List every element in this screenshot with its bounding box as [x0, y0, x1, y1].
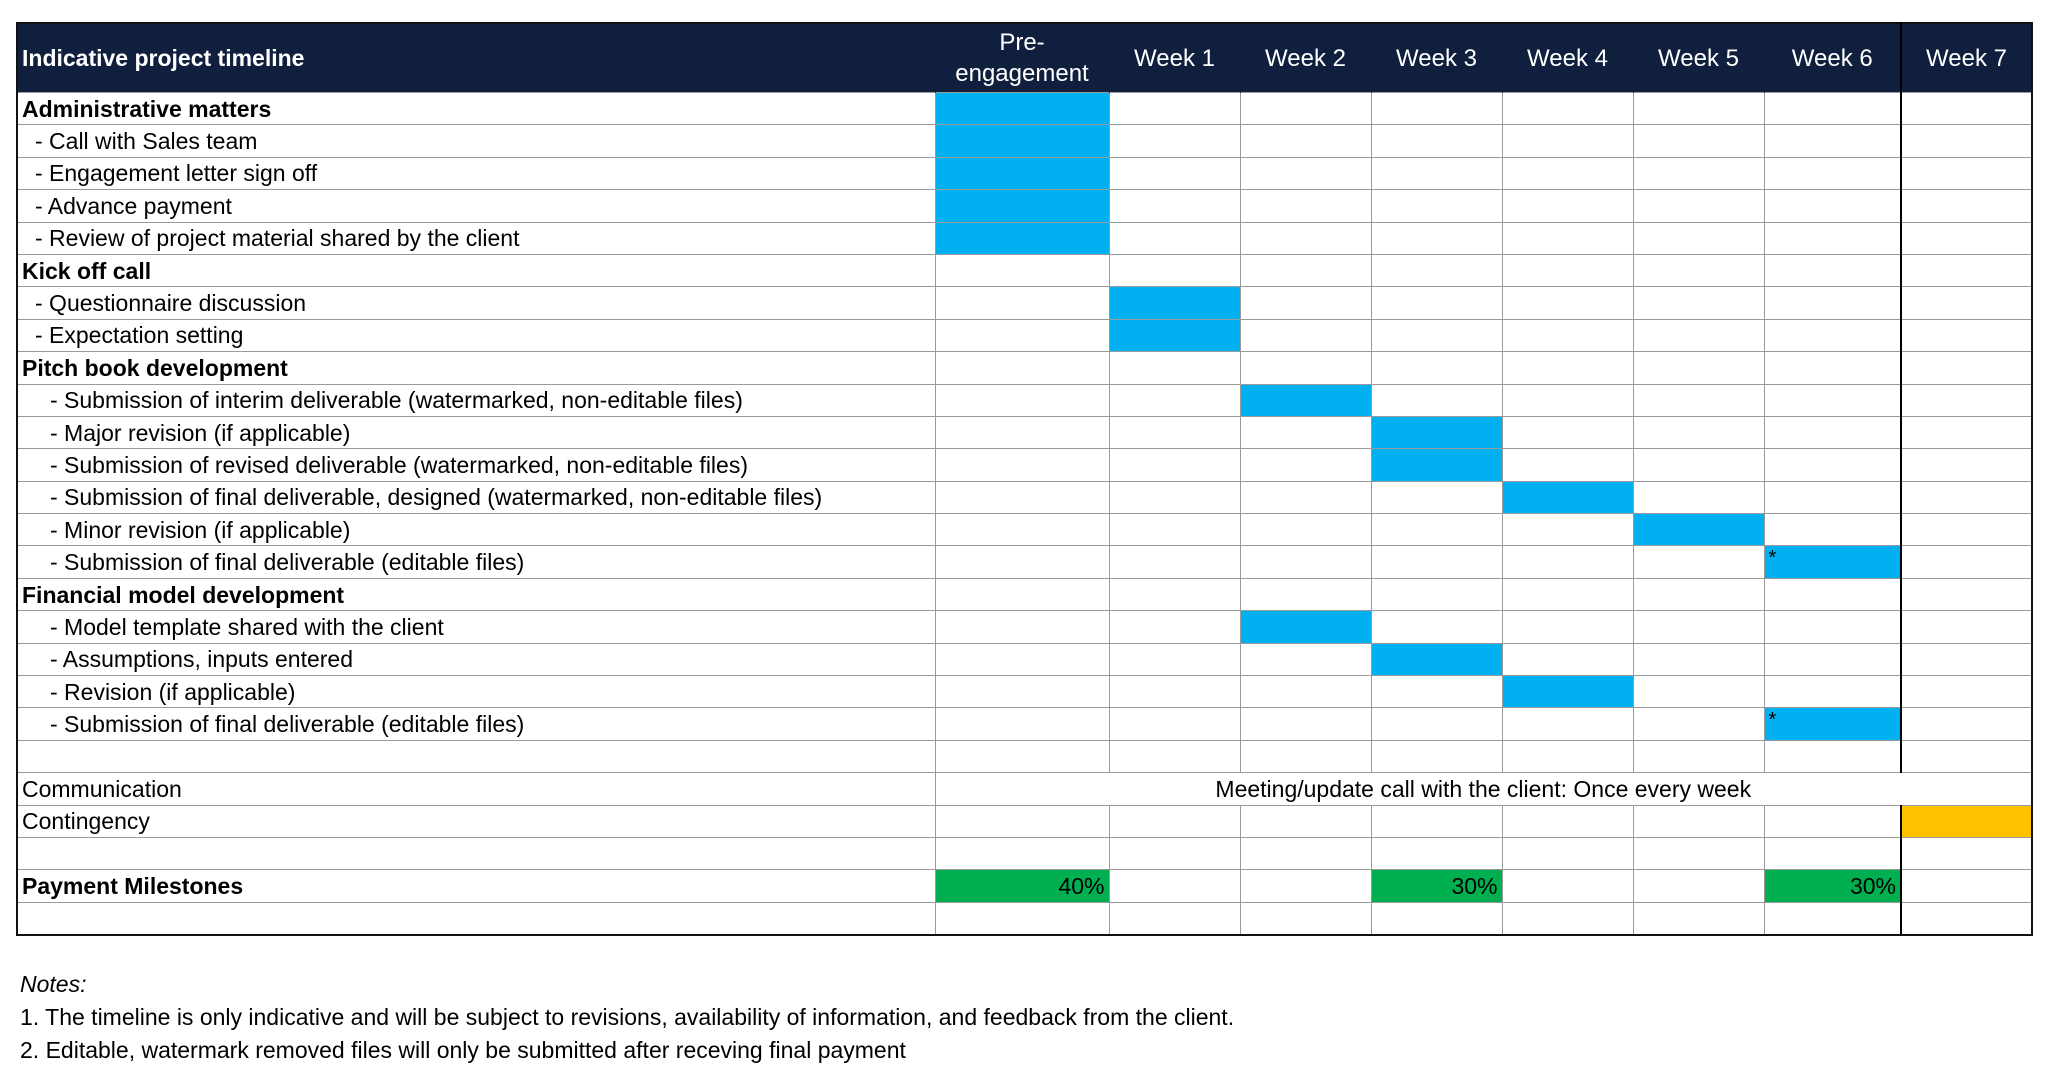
timeline-cell — [1371, 222, 1502, 254]
timeline-bar — [1371, 449, 1502, 481]
timeline-bar — [935, 222, 1109, 254]
timeline-cell — [1633, 805, 1764, 837]
row-label — [17, 837, 935, 869]
timeline-cell — [935, 740, 1109, 772]
timeline-cell — [935, 546, 1109, 578]
row-label: Financial model development — [17, 578, 935, 610]
timeline-row — [17, 611, 2032, 643]
timeline-row — [17, 190, 2032, 222]
row-label: - Expectation setting — [17, 319, 935, 351]
timeline-cell — [1764, 352, 1901, 384]
timeline-cell — [1764, 481, 1901, 513]
communication-note: Meeting/update call with the client: Once every week — [935, 773, 2032, 805]
timeline-cell — [1633, 254, 1764, 286]
timeline-cell — [1901, 254, 2032, 286]
row-label: - Submission of final deliverable (editable files) — [17, 546, 935, 578]
timeline-cell — [1633, 384, 1764, 416]
row-label: Payment Milestones — [17, 870, 935, 902]
timeline-row — [17, 319, 2032, 351]
timeline-cell — [1901, 416, 2032, 448]
note-2: 2. Editable, watermark removed files will only be submitted after receving final payment — [20, 1037, 906, 1063]
timeline-cell — [1109, 514, 1240, 546]
timeline-cell — [1240, 546, 1371, 578]
timeline-cell — [1109, 708, 1240, 740]
timeline-row — [17, 546, 2032, 578]
timeline-cell — [1764, 157, 1901, 189]
timeline-row — [17, 773, 2032, 805]
row-label: Kick off call — [17, 254, 935, 286]
timeline-cell — [1633, 190, 1764, 222]
timeline-cell — [1371, 287, 1502, 319]
timeline-bar — [1109, 287, 1240, 319]
timeline-cell — [1502, 416, 1633, 448]
row-label: Communication — [17, 773, 935, 805]
timeline-cell — [1901, 546, 2032, 578]
timeline-cell — [1633, 676, 1764, 708]
timeline-cell — [1633, 319, 1764, 351]
row-label: - Submission of revised deliverable (watermarked, non-editable files) — [17, 449, 935, 481]
timeline-body — [17, 93, 2032, 936]
row-label: - Major revision (if applicable) — [17, 416, 935, 448]
timeline-cell — [1371, 481, 1502, 513]
row-label: Administrative matters — [17, 93, 935, 125]
timeline-cell — [1240, 870, 1371, 902]
timeline-cell — [1502, 449, 1633, 481]
timeline-cell — [1240, 93, 1371, 125]
timeline-cell — [1901, 578, 2032, 610]
timeline-cell — [1901, 352, 2032, 384]
timeline-cell — [1764, 449, 1901, 481]
timeline-cell — [1764, 222, 1901, 254]
timeline-cell — [1109, 643, 1240, 675]
timeline-cell — [1764, 837, 1901, 869]
timeline-cell — [1502, 546, 1633, 578]
timeline-row — [17, 157, 2032, 189]
timeline-cell — [1240, 287, 1371, 319]
timeline-row — [17, 384, 2032, 416]
timeline-cell — [1764, 287, 1901, 319]
header-row — [17, 23, 2032, 93]
timeline-row — [17, 514, 2032, 546]
row-label: - Submission of final deliverable (editable files) — [17, 708, 935, 740]
timeline-cell — [1633, 740, 1764, 772]
timeline-cell — [1633, 449, 1764, 481]
asterisk-marker: * — [1768, 709, 1777, 732]
timeline-cell — [1502, 190, 1633, 222]
row-label: Contingency — [17, 805, 935, 837]
timeline-cell — [1901, 384, 2032, 416]
timeline-cell — [1901, 157, 2032, 189]
timeline-cell — [1901, 449, 2032, 481]
timeline-cell — [935, 384, 1109, 416]
timeline-cell — [1633, 870, 1764, 902]
timeline-cell — [935, 902, 1109, 935]
timeline-cell — [1633, 93, 1764, 125]
timeline-cell — [1240, 481, 1371, 513]
timeline-cell — [1764, 578, 1901, 610]
timeline-bar — [1371, 643, 1502, 675]
timeline-cell — [935, 416, 1109, 448]
timeline-cell — [935, 708, 1109, 740]
timeline-cell — [1633, 902, 1764, 935]
timeline-cell — [935, 481, 1109, 513]
row-label — [17, 902, 935, 935]
timeline-bar — [1764, 708, 1901, 740]
row-label: - Assumptions, inputs entered — [17, 643, 935, 675]
timeline-cell — [1502, 352, 1633, 384]
timeline-bar — [1502, 676, 1633, 708]
timeline-cell — [1240, 222, 1371, 254]
timeline-row — [17, 708, 2032, 740]
timeline-cell — [1240, 416, 1371, 448]
row-label: - Engagement letter sign off — [17, 157, 935, 189]
timeline-cell — [1633, 643, 1764, 675]
timeline-cell — [1371, 740, 1502, 772]
timeline-cell — [1633, 287, 1764, 319]
timeline-cell — [1764, 611, 1901, 643]
timeline-bar — [1764, 546, 1901, 578]
timeline-cell — [1371, 546, 1502, 578]
timeline-cell — [1901, 870, 2032, 902]
payment-milestone: 30% — [1371, 870, 1502, 902]
timeline-cell — [1502, 514, 1633, 546]
timeline-cell — [1502, 870, 1633, 902]
timeline-sheet — [16, 22, 2031, 936]
timeline-cell — [1502, 254, 1633, 286]
timeline-cell — [1502, 125, 1633, 157]
timeline-cell — [935, 611, 1109, 643]
timeline-row — [17, 287, 2032, 319]
timeline-cell — [1764, 384, 1901, 416]
timeline-cell — [1502, 93, 1633, 125]
timeline-cell — [935, 805, 1109, 837]
timeline-cell — [1240, 157, 1371, 189]
timeline-cell — [1240, 643, 1371, 675]
timeline-cell — [1901, 287, 2032, 319]
timeline-cell — [1240, 125, 1371, 157]
timeline-cell — [1633, 416, 1764, 448]
timeline-bar — [1371, 416, 1502, 448]
row-label: - Submission of final deliverable, designed (watermarked, non-editable files) — [17, 481, 935, 513]
timeline-cell — [1109, 837, 1240, 869]
timeline-cell — [1502, 643, 1633, 675]
timeline-cell — [1371, 384, 1502, 416]
timeline-bar — [935, 93, 1109, 125]
notes — [20, 968, 1234, 1067]
timeline-cell — [1502, 222, 1633, 254]
col-header-week-7: Week 7 — [1901, 23, 2032, 93]
timeline-cell — [1633, 611, 1764, 643]
payment-milestone: 30% — [1764, 870, 1901, 902]
timeline-cell — [1901, 740, 2032, 772]
timeline-cell — [1901, 222, 2032, 254]
timeline-cell — [935, 254, 1109, 286]
timeline-cell — [1764, 676, 1901, 708]
timeline-cell — [1901, 902, 2032, 935]
timeline-cell — [1240, 740, 1371, 772]
timeline-cell — [1371, 578, 1502, 610]
timeline-cell — [1371, 805, 1502, 837]
note-1: 1. The timeline is only indicative and will be subject to revisions, availability of information, and feedback from the client. — [20, 1004, 1235, 1030]
timeline-cell — [1371, 319, 1502, 351]
timeline-cell — [1502, 578, 1633, 610]
timeline-cell — [1109, 222, 1240, 254]
timeline-cell — [1109, 740, 1240, 772]
timeline-cell — [935, 352, 1109, 384]
timeline-cell — [1109, 449, 1240, 481]
timeline-cell — [1502, 708, 1633, 740]
timeline-cell — [1633, 546, 1764, 578]
timeline-cell — [1502, 287, 1633, 319]
col-header-week-5: Week 5 — [1633, 23, 1764, 93]
timeline-cell — [1502, 837, 1633, 869]
timeline-cell — [1901, 676, 2032, 708]
timeline-cell — [1109, 93, 1240, 125]
timeline-row — [17, 676, 2032, 708]
timeline-cell — [935, 643, 1109, 675]
timeline-cell — [1901, 125, 2032, 157]
timeline-bar — [935, 157, 1109, 189]
timeline-cell — [1901, 611, 2032, 643]
timeline-cell — [1764, 254, 1901, 286]
col-header-week-2: Week 2 — [1240, 23, 1371, 93]
timeline-cell — [1109, 546, 1240, 578]
timeline-cell — [1371, 902, 1502, 935]
timeline-cell — [1371, 837, 1502, 869]
timeline-cell — [1633, 708, 1764, 740]
timeline-cell — [1764, 643, 1901, 675]
timeline-cell — [1109, 676, 1240, 708]
timeline-cell — [1633, 352, 1764, 384]
timeline-cell — [1764, 416, 1901, 448]
timeline-table — [16, 22, 2033, 936]
timeline-bar — [1109, 319, 1240, 351]
row-label: - Submission of interim deliverable (watermarked, non-editable files) — [17, 384, 935, 416]
timeline-row — [17, 254, 2032, 286]
timeline-cell — [1502, 611, 1633, 643]
timeline-cell — [1633, 222, 1764, 254]
timeline-cell — [1901, 643, 2032, 675]
timeline-cell — [1109, 902, 1240, 935]
timeline-cell — [1109, 481, 1240, 513]
timeline-row — [17, 578, 2032, 610]
timeline-row — [17, 481, 2032, 513]
timeline-cell — [935, 578, 1109, 610]
timeline-cell — [1901, 708, 2032, 740]
timeline-cell — [1764, 125, 1901, 157]
timeline-cell — [1240, 190, 1371, 222]
timeline-row — [17, 740, 2032, 772]
timeline-cell — [1502, 805, 1633, 837]
timeline-bar — [935, 125, 1109, 157]
timeline-cell — [1240, 449, 1371, 481]
row-label — [17, 740, 935, 772]
timeline-cell — [935, 287, 1109, 319]
timeline-cell — [1240, 676, 1371, 708]
timeline-cell — [1371, 93, 1502, 125]
timeline-cell — [1240, 319, 1371, 351]
timeline-cell — [1240, 837, 1371, 869]
timeline-cell — [1371, 190, 1502, 222]
timeline-cell — [1240, 708, 1371, 740]
timeline-cell — [1109, 416, 1240, 448]
timeline-cell — [1901, 190, 2032, 222]
timeline-row — [17, 870, 2032, 902]
col-header-week-6: Week 6 — [1764, 23, 1901, 93]
contingency-bar — [1901, 805, 2032, 837]
timeline-row — [17, 805, 2032, 837]
timeline-cell — [1901, 837, 2032, 869]
timeline-row — [17, 222, 2032, 254]
col-header-week-3: Week 3 — [1371, 23, 1502, 93]
timeline-cell — [1764, 902, 1901, 935]
timeline-cell — [1109, 352, 1240, 384]
col-header-pre-engagement: Pre- engagement — [935, 23, 1109, 93]
timeline-row — [17, 902, 2032, 935]
notes-heading: Notes: — [20, 971, 87, 997]
row-label: - Advance payment — [17, 190, 935, 222]
timeline-cell — [1764, 319, 1901, 351]
timeline-row — [17, 352, 2032, 384]
timeline-cell — [1764, 190, 1901, 222]
timeline-cell — [1240, 514, 1371, 546]
timeline-cell — [935, 837, 1109, 869]
timeline-cell — [1633, 157, 1764, 189]
timeline-cell — [1109, 384, 1240, 416]
timeline-cell — [1901, 93, 2032, 125]
timeline-cell — [1371, 514, 1502, 546]
row-label: - Model template shared with the client — [17, 611, 935, 643]
timeline-cell — [1633, 481, 1764, 513]
col-header-week-4: Week 4 — [1502, 23, 1633, 93]
col-header-week-1: Week 1 — [1109, 23, 1240, 93]
timeline-cell — [1109, 190, 1240, 222]
timeline-row — [17, 837, 2032, 869]
timeline-cell — [935, 676, 1109, 708]
timeline-cell — [1240, 902, 1371, 935]
payment-milestone: 40% — [935, 870, 1109, 902]
timeline-cell — [1371, 676, 1502, 708]
timeline-cell — [1371, 254, 1502, 286]
timeline-cell — [1502, 902, 1633, 935]
row-label: - Minor revision (if applicable) — [17, 514, 935, 546]
row-label: - Review of project material shared by the client — [17, 222, 935, 254]
timeline-cell — [935, 319, 1109, 351]
timeline-cell — [1764, 93, 1901, 125]
row-label: - Questionnaire discussion — [17, 287, 935, 319]
timeline-cell — [1109, 870, 1240, 902]
timeline-cell — [1371, 611, 1502, 643]
timeline-cell — [1633, 125, 1764, 157]
timeline-cell — [1502, 384, 1633, 416]
timeline-cell — [1901, 514, 2032, 546]
timeline-cell — [1240, 578, 1371, 610]
row-label: Pitch book development — [17, 352, 935, 384]
timeline-cell — [1633, 837, 1764, 869]
timeline-cell — [1764, 805, 1901, 837]
timeline-cell — [1502, 740, 1633, 772]
timeline-bar — [1240, 384, 1371, 416]
timeline-cell — [1371, 708, 1502, 740]
timeline-cell — [935, 449, 1109, 481]
timeline-bar — [1633, 514, 1764, 546]
timeline-cell — [935, 514, 1109, 546]
timeline-cell — [1109, 611, 1240, 643]
timeline-cell — [1371, 125, 1502, 157]
timeline-cell — [1109, 578, 1240, 610]
timeline-cell — [1109, 805, 1240, 837]
timeline-cell — [1901, 481, 2032, 513]
timeline-bar — [1502, 481, 1633, 513]
timeline-cell — [1764, 740, 1901, 772]
asterisk-marker: * — [1768, 547, 1777, 570]
timeline-cell — [1371, 352, 1502, 384]
timeline-row — [17, 449, 2032, 481]
timeline-cell — [1764, 514, 1901, 546]
timeline-bar — [1240, 611, 1371, 643]
timeline-cell — [1109, 157, 1240, 189]
timeline-cell — [1633, 578, 1764, 610]
timeline-cell — [1502, 319, 1633, 351]
timeline-cell — [1240, 352, 1371, 384]
timeline-cell — [1109, 125, 1240, 157]
timeline-row — [17, 643, 2032, 675]
timeline-cell — [1371, 157, 1502, 189]
timeline-cell — [1109, 254, 1240, 286]
timeline-cell — [1240, 805, 1371, 837]
timeline-cell — [1901, 319, 2032, 351]
timeline-row — [17, 93, 2032, 125]
row-label: - Call with Sales team — [17, 125, 935, 157]
timeline-row — [17, 416, 2032, 448]
timeline-cell — [1240, 254, 1371, 286]
row-label: - Revision (if applicable) — [17, 676, 935, 708]
timeline-bar — [935, 190, 1109, 222]
timeline-row — [17, 125, 2032, 157]
table-title: Indicative project timeline — [17, 23, 935, 93]
timeline-cell — [1502, 157, 1633, 189]
